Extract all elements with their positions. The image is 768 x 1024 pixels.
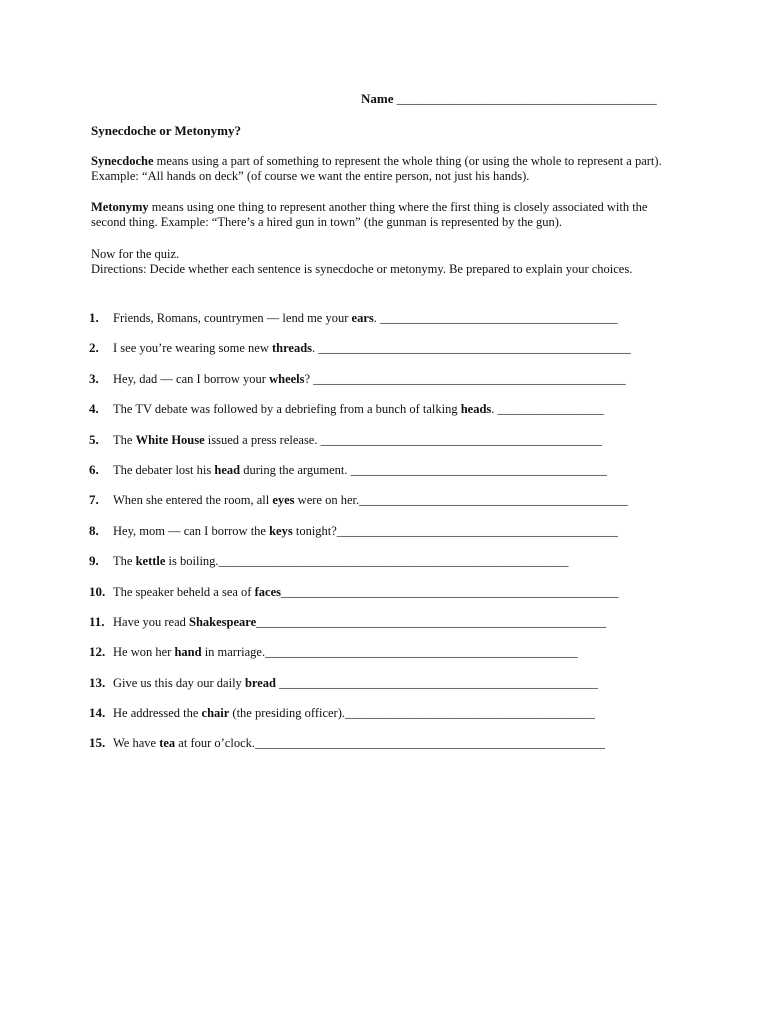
quiz-text-before: He won her bbox=[113, 645, 175, 660]
quiz-number: 14. bbox=[89, 705, 106, 721]
quiz-keyword: White House bbox=[135, 432, 205, 447]
quiz-item-3[interactable] bbox=[89, 371, 664, 401]
quiz-item-13[interactable] bbox=[89, 675, 664, 705]
quiz-text-before: When she entered the room, all bbox=[113, 493, 273, 508]
quiz-answer-blank[interactable]: in marriage.__________________________________________________ bbox=[201, 645, 578, 660]
quiz-keyword: head bbox=[214, 462, 241, 477]
synecdoche-text: means using a part of something to represent the whole thing (or using the whole to represent a part). Example: “All hands on deck” (of course we want the entire person, not just his hands). bbox=[91, 154, 662, 183]
quiz-keyword: ears bbox=[351, 311, 374, 325]
quiz-text-before: Hey, dad — can I borrow your bbox=[113, 371, 270, 386]
quiz-answer-blank[interactable]: . ______________________________________ bbox=[373, 311, 618, 325]
quiz-list bbox=[89, 310, 664, 766]
quiz-answer-blank[interactable]: is boiling.________________________________________________________ bbox=[165, 554, 569, 569]
quiz-instructions bbox=[91, 247, 681, 277]
worksheet-title: Synecdoche or Metonymy? bbox=[91, 123, 241, 138]
quiz-text-before: We have bbox=[113, 736, 160, 751]
quiz-keyword: wheels bbox=[269, 371, 305, 386]
quiz-keyword: hand bbox=[174, 645, 202, 660]
quiz-text-before: The bbox=[113, 432, 136, 447]
quiz-item-9[interactable] bbox=[89, 553, 664, 583]
quiz-number: 1. bbox=[89, 310, 99, 325]
quiz-item-14[interactable] bbox=[89, 705, 664, 735]
quiz-keyword: Shakespeare bbox=[189, 614, 257, 629]
quiz-text-before: Have you read bbox=[113, 614, 190, 629]
quiz-number: 6. bbox=[89, 461, 99, 477]
quiz-text-before: The debater lost his bbox=[113, 462, 215, 477]
quiz-number: 2. bbox=[89, 340, 99, 356]
quiz-answer-blank[interactable]: tonight?_____________________________________________ bbox=[292, 523, 619, 538]
quiz-item-4[interactable] bbox=[89, 401, 664, 431]
quiz-keyword: eyes bbox=[272, 493, 295, 508]
quiz-text-before: The bbox=[113, 554, 136, 569]
quiz-answer-blank[interactable]: ? __________________________________________________ bbox=[304, 371, 626, 386]
quiz-text-before: He addressed the bbox=[113, 706, 202, 721]
name-field[interactable] bbox=[361, 91, 657, 107]
quiz-directions: Directions: Decide whether each sentence is synecdoche or metonymy. Be prepared to explain your choices. bbox=[91, 262, 633, 276]
quiz-item-10[interactable] bbox=[89, 584, 664, 614]
metonymy-text: means using one thing to represent another thing where the first thing is closely associated with the second thing. Example: “There’s a hired gun in town” (the gunman is represented by the gun). bbox=[91, 200, 648, 229]
quiz-number: 9. bbox=[89, 553, 99, 569]
quiz-text-before: The TV debate was followed by a debriefing from a bunch of talking bbox=[113, 402, 461, 417]
quiz-keyword: faces bbox=[254, 584, 281, 599]
metonymy-term: Metonymy bbox=[91, 200, 149, 214]
quiz-answer-blank[interactable]: ___________________________________________________ bbox=[275, 675, 598, 690]
quiz-keyword: heads bbox=[460, 402, 492, 417]
quiz-text-before: I see you’re wearing some new bbox=[113, 341, 272, 356]
quiz-keyword: chair bbox=[201, 706, 230, 721]
quiz-keyword: tea bbox=[159, 736, 176, 751]
quiz-number: 5. bbox=[89, 431, 99, 447]
quiz-item-5[interactable] bbox=[89, 432, 664, 462]
quiz-number: 12. bbox=[89, 644, 106, 660]
quiz-item-7[interactable] bbox=[89, 492, 664, 522]
quiz-number: 8. bbox=[89, 522, 99, 538]
quiz-keyword: bread bbox=[244, 675, 276, 690]
quiz-answer-blank[interactable]: . __________________________________________________ bbox=[312, 341, 631, 356]
quiz-answer-blank[interactable]: ________________________________________________________ bbox=[256, 614, 607, 629]
name-blank[interactable]: ________________________________________ bbox=[396, 91, 657, 106]
quiz-answer-blank[interactable]: ______________________________________________________ bbox=[280, 584, 619, 599]
quiz-number: 11. bbox=[89, 613, 105, 629]
metonymy-definition bbox=[91, 200, 681, 230]
quiz-item-11[interactable] bbox=[89, 614, 664, 644]
quiz-answer-blank[interactable]: . _________________ bbox=[491, 402, 604, 417]
quiz-item-15[interactable] bbox=[89, 735, 664, 765]
quiz-text-before: The speaker beheld a sea of bbox=[113, 584, 255, 599]
quiz-text-before: Give us this day our daily bbox=[113, 675, 245, 690]
quiz-item-2[interactable] bbox=[89, 340, 664, 370]
quiz-number: 7. bbox=[89, 492, 99, 508]
quiz-item-6[interactable] bbox=[89, 462, 664, 492]
synecdoche-term: Synecdoche bbox=[91, 154, 154, 168]
synecdoche-definition bbox=[91, 154, 681, 184]
quiz-answer-blank[interactable]: at four o’clock.________________________________________________________ bbox=[175, 736, 605, 751]
quiz-number: 13. bbox=[89, 674, 106, 690]
quiz-item-8[interactable] bbox=[89, 523, 664, 553]
quiz-number: 15. bbox=[89, 735, 106, 751]
quiz-keyword: threads bbox=[271, 341, 313, 356]
quiz-answer-blank[interactable]: were on her.___________________________________________ bbox=[294, 493, 628, 508]
quiz-intro: Now for the quiz. bbox=[91, 247, 180, 261]
quiz-text-before: Friends, Romans, countrymen — lend me your bbox=[113, 311, 352, 325]
quiz-number: 4. bbox=[89, 401, 99, 417]
quiz-answer-blank[interactable]: issued a press release. _____________________________________________ bbox=[204, 432, 602, 447]
quiz-item-1[interactable] bbox=[89, 310, 664, 340]
quiz-keyword: keys bbox=[269, 523, 293, 538]
name-label: Name bbox=[361, 91, 394, 106]
quiz-text-before: Hey, mom — can I borrow the bbox=[113, 523, 270, 538]
quiz-number: 3. bbox=[89, 370, 99, 386]
quiz-item-12[interactable] bbox=[89, 644, 664, 674]
quiz-answer-blank[interactable]: during the argument. _________________________________________ bbox=[240, 462, 607, 477]
quiz-number: 10. bbox=[89, 583, 106, 599]
quiz-answer-blank[interactable]: (the presiding officer).________________________________________ bbox=[229, 706, 595, 721]
quiz-keyword: kettle bbox=[135, 554, 166, 569]
